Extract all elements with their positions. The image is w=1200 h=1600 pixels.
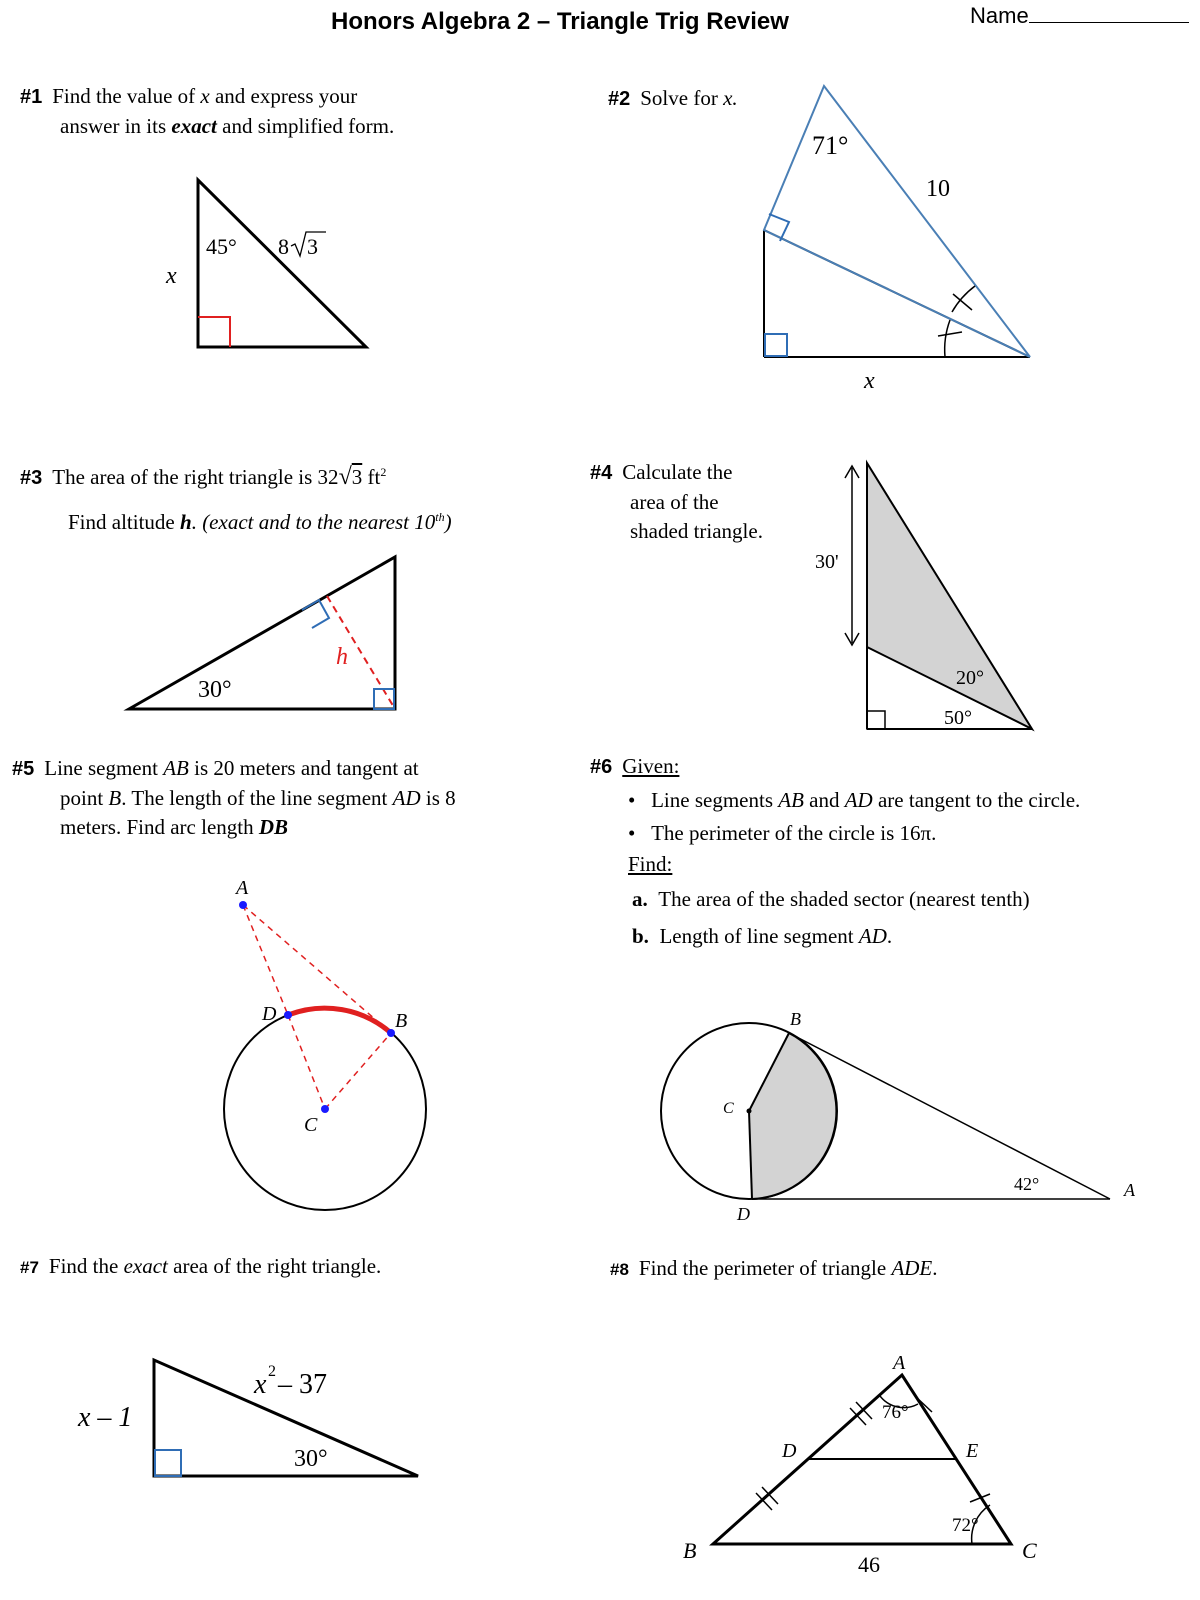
figure-3-angle-label: 30° bbox=[198, 677, 232, 703]
figure-1-triangle bbox=[165, 180, 366, 347]
problem-5-text: #5 Line segment AB is 20 meters and tangent at point B. The length of the line segment AD is 8 meters. Find arc length DB bbox=[12, 756, 456, 839]
find-item-b: b. Length of line segment AD. bbox=[632, 924, 893, 948]
figure-8-triangle bbox=[683, 1352, 1037, 1577]
problem-1-text: #1 Find the value of x and express your answer in its exact and simplified form. bbox=[20, 84, 395, 138]
figure-2-side-label: 10 bbox=[926, 176, 950, 202]
figure-1-angle-label: 45° bbox=[206, 234, 237, 259]
name-label: Name bbox=[970, 3, 1029, 28]
figure-4-height-label: 30' bbox=[815, 551, 839, 573]
figure-8-point-d: D bbox=[782, 1440, 797, 1462]
figure-8-base-label: 46 bbox=[858, 1552, 880, 1577]
figure-4-triangles bbox=[815, 463, 1032, 729]
problem-4-number: #4 bbox=[590, 462, 613, 484]
figure-5-point-a: A bbox=[236, 877, 249, 899]
figure-3-altitude-label: h bbox=[336, 644, 348, 670]
figure-4-top-angle-label: 20° bbox=[956, 667, 984, 689]
problem-2-number: #2 bbox=[608, 88, 631, 110]
figure-3-triangle bbox=[129, 557, 395, 709]
problem-7-number: #7 bbox=[20, 1258, 39, 1277]
figure-7-leg-label: x – 1 bbox=[78, 1402, 133, 1433]
figure-7-hyp-base: x bbox=[254, 1369, 267, 1400]
problem-6-number: #6 bbox=[590, 756, 613, 778]
given-bullet-2: • The perimeter of the circle is 16π. bbox=[628, 821, 937, 845]
figure-5-point-b: B bbox=[395, 1010, 408, 1032]
figure-5-point-d: D bbox=[262, 1003, 277, 1025]
figure-1-side-label: x bbox=[166, 263, 177, 289]
figure-6-point-d: D bbox=[737, 1204, 750, 1224]
figure-7-hyp-exp: 2 bbox=[268, 1363, 276, 1380]
figure-6-point-a: A bbox=[1124, 1180, 1135, 1200]
page-title: Honors Algebra 2 – Triangle Trig Review bbox=[331, 8, 789, 35]
figure-8-angle-a-label: 76° bbox=[882, 1402, 909, 1423]
problem-4-text: #4 Calculate the area of the shaded triangle. bbox=[590, 460, 763, 543]
problem-3-text: #3 The area of the right triangle is 32√3 $ft^2$ Find altitude h. (exact and to the nearest 10th) bbox=[20, 464, 452, 534]
problem-5-number: #5 bbox=[12, 758, 35, 780]
figure-2-base-label: x bbox=[864, 368, 875, 394]
given-bullet-1: • Line segments AB and AD are tangent to the circle. bbox=[628, 788, 1081, 812]
figure-2-triangles bbox=[764, 86, 1030, 394]
figure-5-circle bbox=[224, 877, 426, 1210]
find-item-a: a. The area of the shaded sector (nearest tenth) bbox=[632, 887, 1030, 911]
find-heading: Find: bbox=[628, 852, 673, 876]
figure-6-angle-label: 42° bbox=[1014, 1174, 1040, 1194]
problem-8-number: #8 bbox=[610, 1260, 629, 1279]
figure-8-point-b: B bbox=[683, 1538, 697, 1563]
figure-8-point-e: E bbox=[966, 1440, 979, 1462]
figure-7-triangle bbox=[77, 1360, 418, 1476]
problem-1-number: #1 bbox=[20, 86, 43, 108]
figure-1-hyp-radicand: 3 bbox=[307, 234, 318, 259]
figure-8-point-a: A bbox=[893, 1352, 906, 1374]
problem-2-text: #2 Solve for x. bbox=[608, 86, 738, 110]
figure-2-angle-label: 71° bbox=[812, 131, 849, 160]
figure-4-bottom-angle-label: 50° bbox=[944, 707, 972, 729]
problem-8-text: #8 Find the perimeter of triangle ADE. bbox=[610, 1256, 938, 1280]
figure-8-angle-c-label: 72° bbox=[952, 1515, 979, 1536]
figure-6-point-c: C bbox=[723, 1100, 734, 1117]
figure-6-point-b: B bbox=[790, 1009, 801, 1029]
given-heading: Given: bbox=[622, 754, 680, 778]
problem-3-number: #3 bbox=[20, 467, 43, 489]
figure-5-point-c: C bbox=[304, 1114, 318, 1136]
figure-1-hyp-coef: 8 bbox=[278, 234, 289, 259]
figure-7-hyp-rest: – 37 bbox=[278, 1369, 327, 1400]
figure-6-circle bbox=[661, 1009, 1136, 1224]
figure-8-point-c: C bbox=[1022, 1538, 1037, 1563]
figure-7-angle-label: 30° bbox=[294, 1446, 328, 1472]
problem-7-text: #7 Find the exact area of the right triangle. bbox=[20, 1254, 382, 1278]
